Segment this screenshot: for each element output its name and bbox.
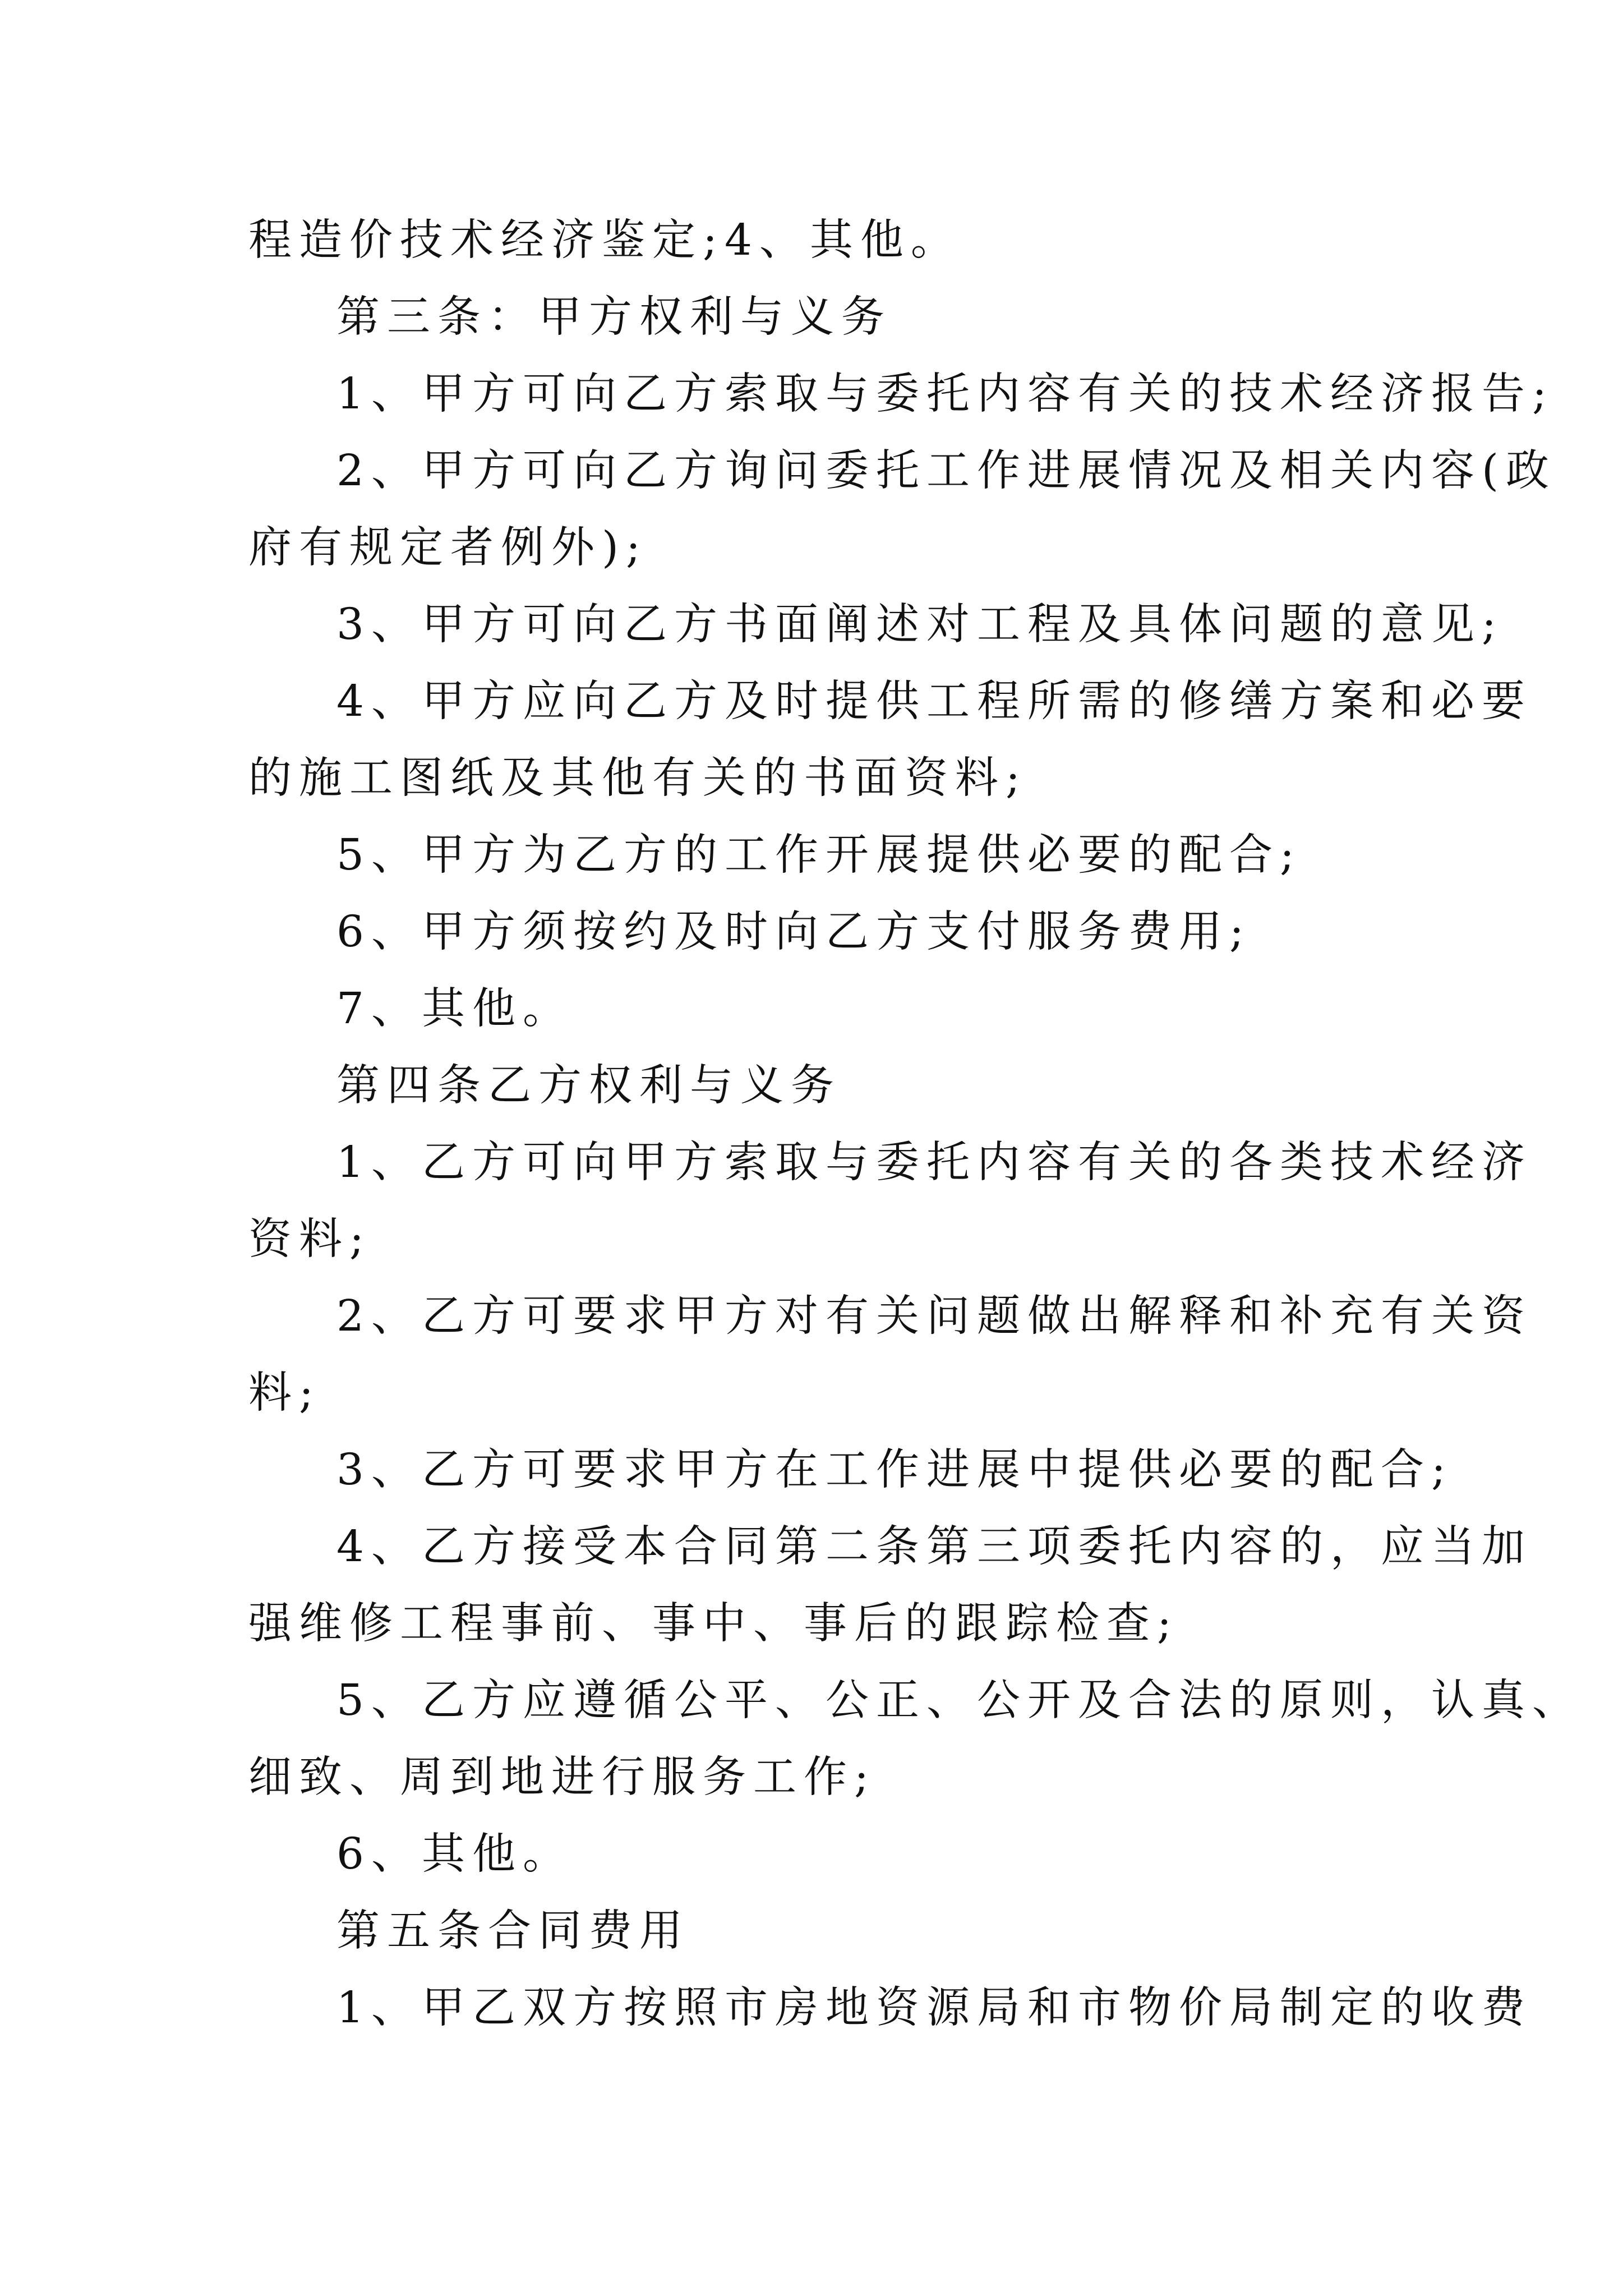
text-line: 的施工图纸及其他有关的书面资料; bbox=[248, 753, 1027, 803]
text-line: 5、乙方应遵循公平、公正、公开及合法的原则，认真、 bbox=[336, 1676, 1583, 1726]
text-line: 5、甲方为乙方的工作开展提供必要的配合; bbox=[336, 830, 1302, 880]
document-body bbox=[248, 202, 1583, 2046]
text-line: 3、甲方可向乙方书面阐述对工程及具体问题的意见; bbox=[336, 600, 1504, 650]
text-line: 1、乙方可向甲方索取与委托内容有关的各类技术经济 bbox=[336, 1138, 1532, 1188]
article-heading: 第五条合同费用 bbox=[336, 1906, 690, 1956]
text-line: 2、乙方可要求甲方对有关问题做出解释和补充有关资 bbox=[336, 1291, 1532, 1341]
text-line: 府有规定者例外); bbox=[248, 523, 648, 573]
article-heading: 第四条乙方权利与义务 bbox=[336, 1061, 841, 1111]
text-line: 资料; bbox=[248, 1214, 371, 1264]
text-line: 细致、周到地进行服务工作; bbox=[248, 1752, 876, 1802]
text-line: 程造价技术经济鉴定;4、其他。 bbox=[248, 215, 961, 265]
text-line: 强维修工程事前、事中、事后的跟踪检查; bbox=[248, 1599, 1179, 1649]
text-line: 6、甲方须按约及时向乙方支付服务费用; bbox=[336, 907, 1251, 957]
text-line: 料; bbox=[248, 1368, 321, 1418]
text-line: 1、甲乙双方按照市房地资源局和市物价局制定的收费 bbox=[336, 1983, 1532, 2033]
text-line: 3、乙方可要求甲方在工作进展中提供必要的配合; bbox=[336, 1445, 1453, 1495]
text-line: 4、甲方应向乙方及时提供工程所需的修缮方案和必要 bbox=[336, 677, 1532, 726]
text-line: 2、甲方可向乙方询问委托工作进展情况及相关内容(政 bbox=[336, 446, 1557, 496]
text-line: 7、其他。 bbox=[336, 984, 573, 1034]
text-line: 1、甲方可向乙方索取与委托内容有关的技术经济报告; bbox=[336, 369, 1554, 419]
text-line: 6、其他。 bbox=[336, 1829, 573, 1879]
text-line: 4、乙方接受本合同第二条第三项委托内容的，应当加 bbox=[336, 1522, 1532, 1572]
article-heading: 第三条：甲方权利与义务 bbox=[336, 292, 892, 342]
